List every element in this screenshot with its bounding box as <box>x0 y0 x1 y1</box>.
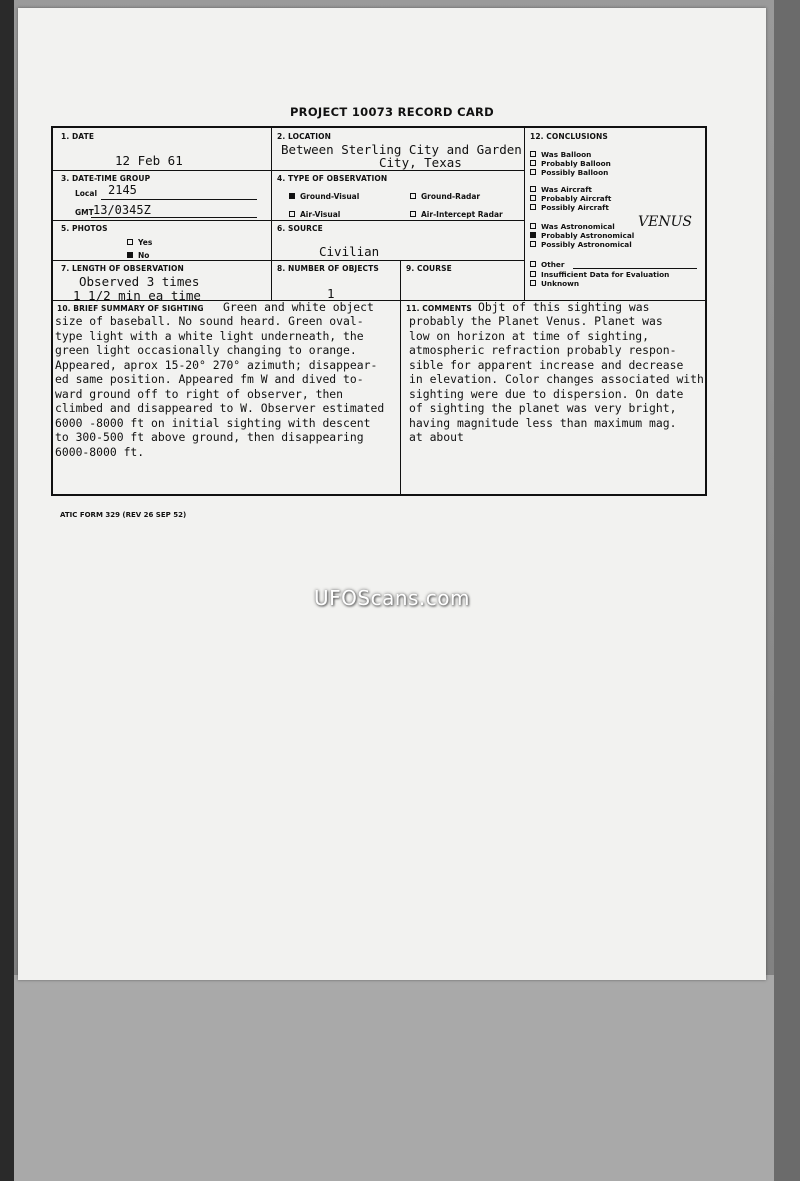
num-objects-value: 1 <box>327 286 335 301</box>
conclusion-possibly-aircraft[interactable]: Possibly Aircraft <box>530 203 609 212</box>
checkbox-checked-icon <box>530 232 536 238</box>
checkbox-icon <box>530 169 536 175</box>
checkbox-icon <box>530 151 536 157</box>
conclusion-was-balloon[interactable]: Was Balloon <box>530 150 591 159</box>
checkbox-icon <box>127 239 133 245</box>
watermark: UFOScans.com <box>314 586 470 610</box>
dtg-local-line <box>101 199 257 200</box>
checkbox-checked-icon <box>289 193 295 199</box>
length-line1: Observed 3 times <box>79 274 200 289</box>
dtg-local-value: 2145 <box>108 183 137 197</box>
date-label: 1. DATE <box>61 132 95 141</box>
source-value: Civilian <box>319 244 380 259</box>
comments-first-line: Objt of this sighting was <box>478 300 650 314</box>
location-line2: City, Texas <box>379 155 462 170</box>
conclusion-was-astronomical[interactable]: Was Astronomical <box>530 222 615 231</box>
length-label: 7. LENGTH OF OBSERVATION <box>61 264 184 273</box>
date-value: 12 Feb 61 <box>115 153 183 168</box>
checkbox-icon <box>289 211 295 217</box>
divider <box>524 128 525 300</box>
num-objects-label: 8. NUMBER OF OBJECTS <box>277 264 379 273</box>
checkbox-icon <box>530 204 536 210</box>
handwritten-venus-note: VENUS <box>638 214 692 230</box>
source-label: 6. SOURCE <box>277 224 323 233</box>
type-obs-ground-visual[interactable]: Ground-Visual <box>289 192 359 201</box>
length-line2: 1 1/2 min ea time <box>73 288 201 303</box>
conclusion-was-aircraft[interactable]: Was Aircraft <box>530 185 592 194</box>
course-label: 9. COURSE <box>406 264 452 273</box>
comments-label: 11. COMMENTS <box>406 304 472 313</box>
conclusion-insufficient-data[interactable]: Insufficient Data for Evaluation <box>530 270 669 279</box>
photos-yes[interactable]: Yes <box>127 238 152 247</box>
record-card <box>51 126 707 496</box>
checkbox-icon <box>530 195 536 201</box>
conclusion-unknown[interactable]: Unknown <box>530 279 579 288</box>
checkbox-icon <box>410 193 416 199</box>
divider <box>53 260 524 261</box>
divider <box>400 260 401 300</box>
divider <box>53 170 524 171</box>
dtg-local-label: Local <box>75 189 98 198</box>
photos-label: 5. PHOTOS <box>61 224 108 233</box>
checkbox-icon <box>530 261 536 267</box>
form-title: PROJECT 10073 RECORD CARD <box>289 105 495 119</box>
conclusion-possibly-astronomical[interactable]: Possibly Astronomical <box>530 240 632 249</box>
conclusions-label: 12. CONCLUSIONS <box>530 132 608 141</box>
type-obs-air-visual[interactable]: Air-Visual <box>289 210 340 219</box>
checkbox-icon <box>530 223 536 229</box>
checkbox-icon <box>410 211 416 217</box>
summary-first-line: Green and white object <box>223 300 374 314</box>
scan-left-edge <box>0 0 14 1181</box>
checkbox-icon <box>530 186 536 192</box>
photos-no[interactable]: No <box>127 251 149 260</box>
conclusion-possibly-balloon[interactable]: Possibly Balloon <box>530 168 608 177</box>
conclusion-probably-aircraft[interactable]: Probably Aircraft <box>530 194 611 203</box>
dtg-gmt-line <box>91 217 257 218</box>
comments-text: probably the Planet Venus. Planet was low on horizon at time of sighting, atmospheric refraction probably respon- sible for apparent increase and decrease in elevation. Color changes associated with sighting were due to dispersion. On date of sighting the planet was very bright, having magnitude less than maximum mag. at about <box>409 314 704 444</box>
conclusion-other[interactable]: Other <box>530 260 564 269</box>
summary-text: size of baseball. No sound heard. Green oval- type light with a white light underneath, the green light occasionally changing to orange. Appeared, aprox 15-20° 270° azimuth; disappear- ed same position. Appeared fm W and dived to- ward ground off to right of observer, then climbed and disappeared to W. Observer estimated 6000 -8000 ft on initial sighting with descent to 300-500 ft above ground, then disappearing 6000-8000 ft. <box>55 314 385 459</box>
summary-label: 10. BRIEF SUMMARY OF SIGHTING <box>57 304 204 313</box>
dtg-gmt-label: GMT <box>75 208 94 217</box>
scan-right-edge <box>774 0 800 1181</box>
conclusion-probably-astronomical[interactable]: Probably Astronomical <box>530 231 634 240</box>
other-line <box>573 268 697 269</box>
type-obs-air-intercept-radar[interactable]: Air-Intercept Radar <box>410 210 503 219</box>
divider <box>271 128 272 300</box>
location-line1: Between Sterling City and Garden <box>281 142 522 157</box>
divider <box>400 300 401 494</box>
checkbox-icon <box>530 271 536 277</box>
location-label: 2. LOCATION <box>277 132 331 141</box>
form-number: ATIC FORM 329 (REV 26 SEP 52) <box>60 511 187 519</box>
dtg-label: 3. DATE-TIME GROUP <box>61 174 151 183</box>
type-obs-label: 4. TYPE OF OBSERVATION <box>277 174 388 183</box>
checkbox-icon <box>530 160 536 166</box>
checkbox-icon <box>530 280 536 286</box>
record-card-page <box>18 8 766 980</box>
conclusion-probably-balloon[interactable]: Probably Balloon <box>530 159 611 168</box>
underlying-sheet <box>14 975 774 1181</box>
divider <box>53 220 524 221</box>
dtg-gmt-value: 13/0345Z <box>93 203 151 217</box>
checkbox-checked-icon <box>127 252 133 258</box>
checkbox-icon <box>530 241 536 247</box>
type-obs-ground-radar[interactable]: Ground-Radar <box>410 192 480 201</box>
